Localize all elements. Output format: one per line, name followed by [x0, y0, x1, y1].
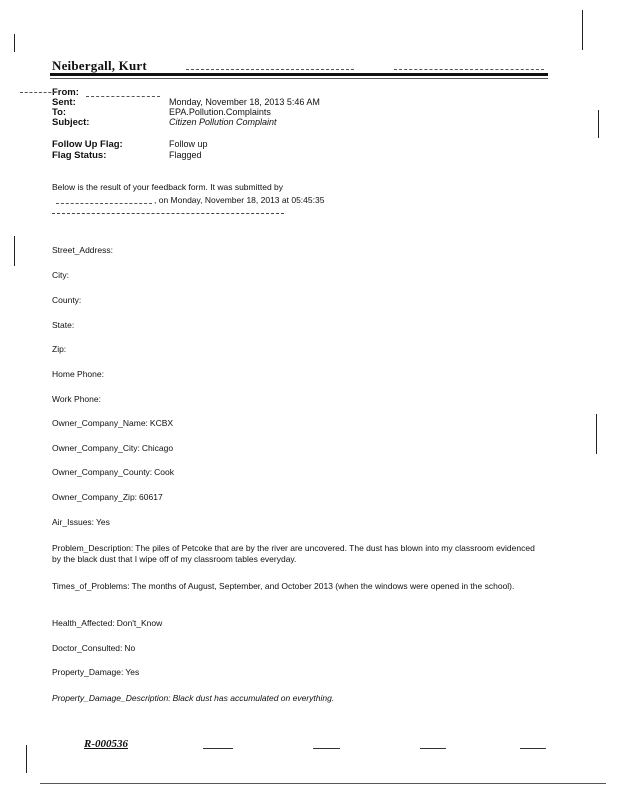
field-label: Zip:: [52, 344, 67, 354]
bates-number: R-000536: [84, 738, 128, 750]
field-label: County:: [52, 295, 82, 305]
field-value: KCBX: [149, 418, 174, 428]
field-label: Doctor_Consulted:: [52, 643, 123, 653]
scan-artifact: [582, 10, 583, 50]
field-owner-company-city: [52, 443, 542, 454]
field-state: [52, 320, 542, 331]
flag-status-label: Flag Status:: [52, 150, 107, 161]
intro-separator: [52, 213, 284, 215]
header-rule-thin: [50, 78, 548, 79]
field-label: Problem_Description:: [52, 543, 134, 553]
to-value: EPA.Pollution.Complaints: [169, 107, 271, 117]
field-label: Air_Issues:: [52, 517, 95, 527]
field-value: The months of August, September, and October 2013 (when the windows were opened in the school).: [131, 581, 515, 591]
field-doctor-consulted: [52, 643, 542, 654]
footer-dash: [420, 748, 446, 749]
flag-status-value: Flagged: [169, 150, 202, 160]
footer-dash: [520, 748, 546, 749]
field-label: State:: [52, 320, 75, 330]
field-value: Don't_Know: [116, 618, 163, 628]
from-redaction: [86, 96, 160, 98]
field-zip: [52, 344, 542, 355]
field-owner-company-name: [52, 418, 542, 429]
intro-line-2: , on Monday, November 18, 2013 at 05:45:35: [154, 195, 325, 205]
scan-artifact: [20, 92, 56, 94]
mailbox-owner-name: Neibergall, Kurt: [52, 58, 147, 73]
field-work-phone: [52, 394, 542, 405]
field-city: [52, 270, 542, 281]
intro-line-1: Below is the result of your feedback form. It was submitted by: [52, 182, 284, 192]
field-label: Work Phone:: [52, 394, 101, 404]
field-county: [52, 295, 542, 306]
scan-artifact: [26, 745, 27, 773]
field-value: 60617: [139, 492, 163, 502]
scan-artifact: [596, 414, 597, 454]
field-value: Chicago: [141, 443, 174, 453]
followup-flag-value: Follow up: [169, 139, 208, 149]
field-label: Owner_Company_Name:: [52, 418, 148, 428]
sent-label: Sent:: [52, 97, 76, 108]
field-times-of-problems: [52, 581, 542, 592]
field-value: Yes: [125, 667, 140, 677]
field-label: Times_of_Problems:: [52, 581, 130, 591]
field-property-damage-description: [52, 693, 542, 704]
scan-artifact: [598, 110, 599, 138]
field-label: Owner_Company_Zip:: [52, 492, 138, 502]
field-label: Health_Affected:: [52, 618, 115, 628]
scan-artifact: [14, 34, 15, 52]
field-label: Owner_Company_County:: [52, 467, 153, 477]
field-value: Yes: [96, 517, 110, 527]
from-label: From:: [52, 87, 79, 98]
subject-value: Citizen Pollution Complaint: [169, 117, 277, 127]
field-problem-description: [52, 543, 542, 565]
subject-label: Subject:: [52, 117, 90, 128]
sent-value: Monday, November 18, 2013 5:46 AM: [169, 97, 320, 107]
field-air-issues: [52, 517, 542, 528]
scan-artifact: [186, 69, 354, 71]
field-label: Home Phone:: [52, 369, 104, 379]
footer-dash: [203, 748, 233, 749]
header-rule: [50, 73, 548, 76]
bottom-scan-edge: [40, 783, 606, 784]
field-label: Street_Address:: [52, 245, 113, 255]
field-label: Property_Damage:: [52, 667, 124, 677]
field-label: Owner_Company_City:: [52, 443, 140, 453]
field-value: Cook: [154, 467, 175, 477]
field-label: City:: [52, 270, 69, 280]
field-health-affected: [52, 618, 542, 629]
scan-artifact: [394, 69, 544, 71]
footer-dash: [313, 748, 340, 749]
field-label: Property_Damage_Description:: [52, 693, 171, 703]
field-value: The piles of Petcoke that are by the river are uncovered. The dust has blown into my classroom evidenced by the black dust that I wipe off of my classroom tables everyday.: [52, 543, 535, 564]
field-street-address: [52, 245, 542, 256]
to-label: To:: [52, 107, 67, 118]
field-home-phone: [52, 369, 542, 380]
field-property-damage: [52, 667, 542, 678]
followup-flag-label: Follow Up Flag:: [52, 139, 123, 150]
scan-artifact: [14, 236, 15, 266]
field-value: Black dust has accumulated on everything.: [172, 693, 335, 703]
field-value: No: [124, 643, 136, 653]
field-owner-company-zip: [52, 492, 542, 503]
submitter-redaction: [56, 203, 152, 205]
field-owner-company-county: [52, 467, 542, 478]
